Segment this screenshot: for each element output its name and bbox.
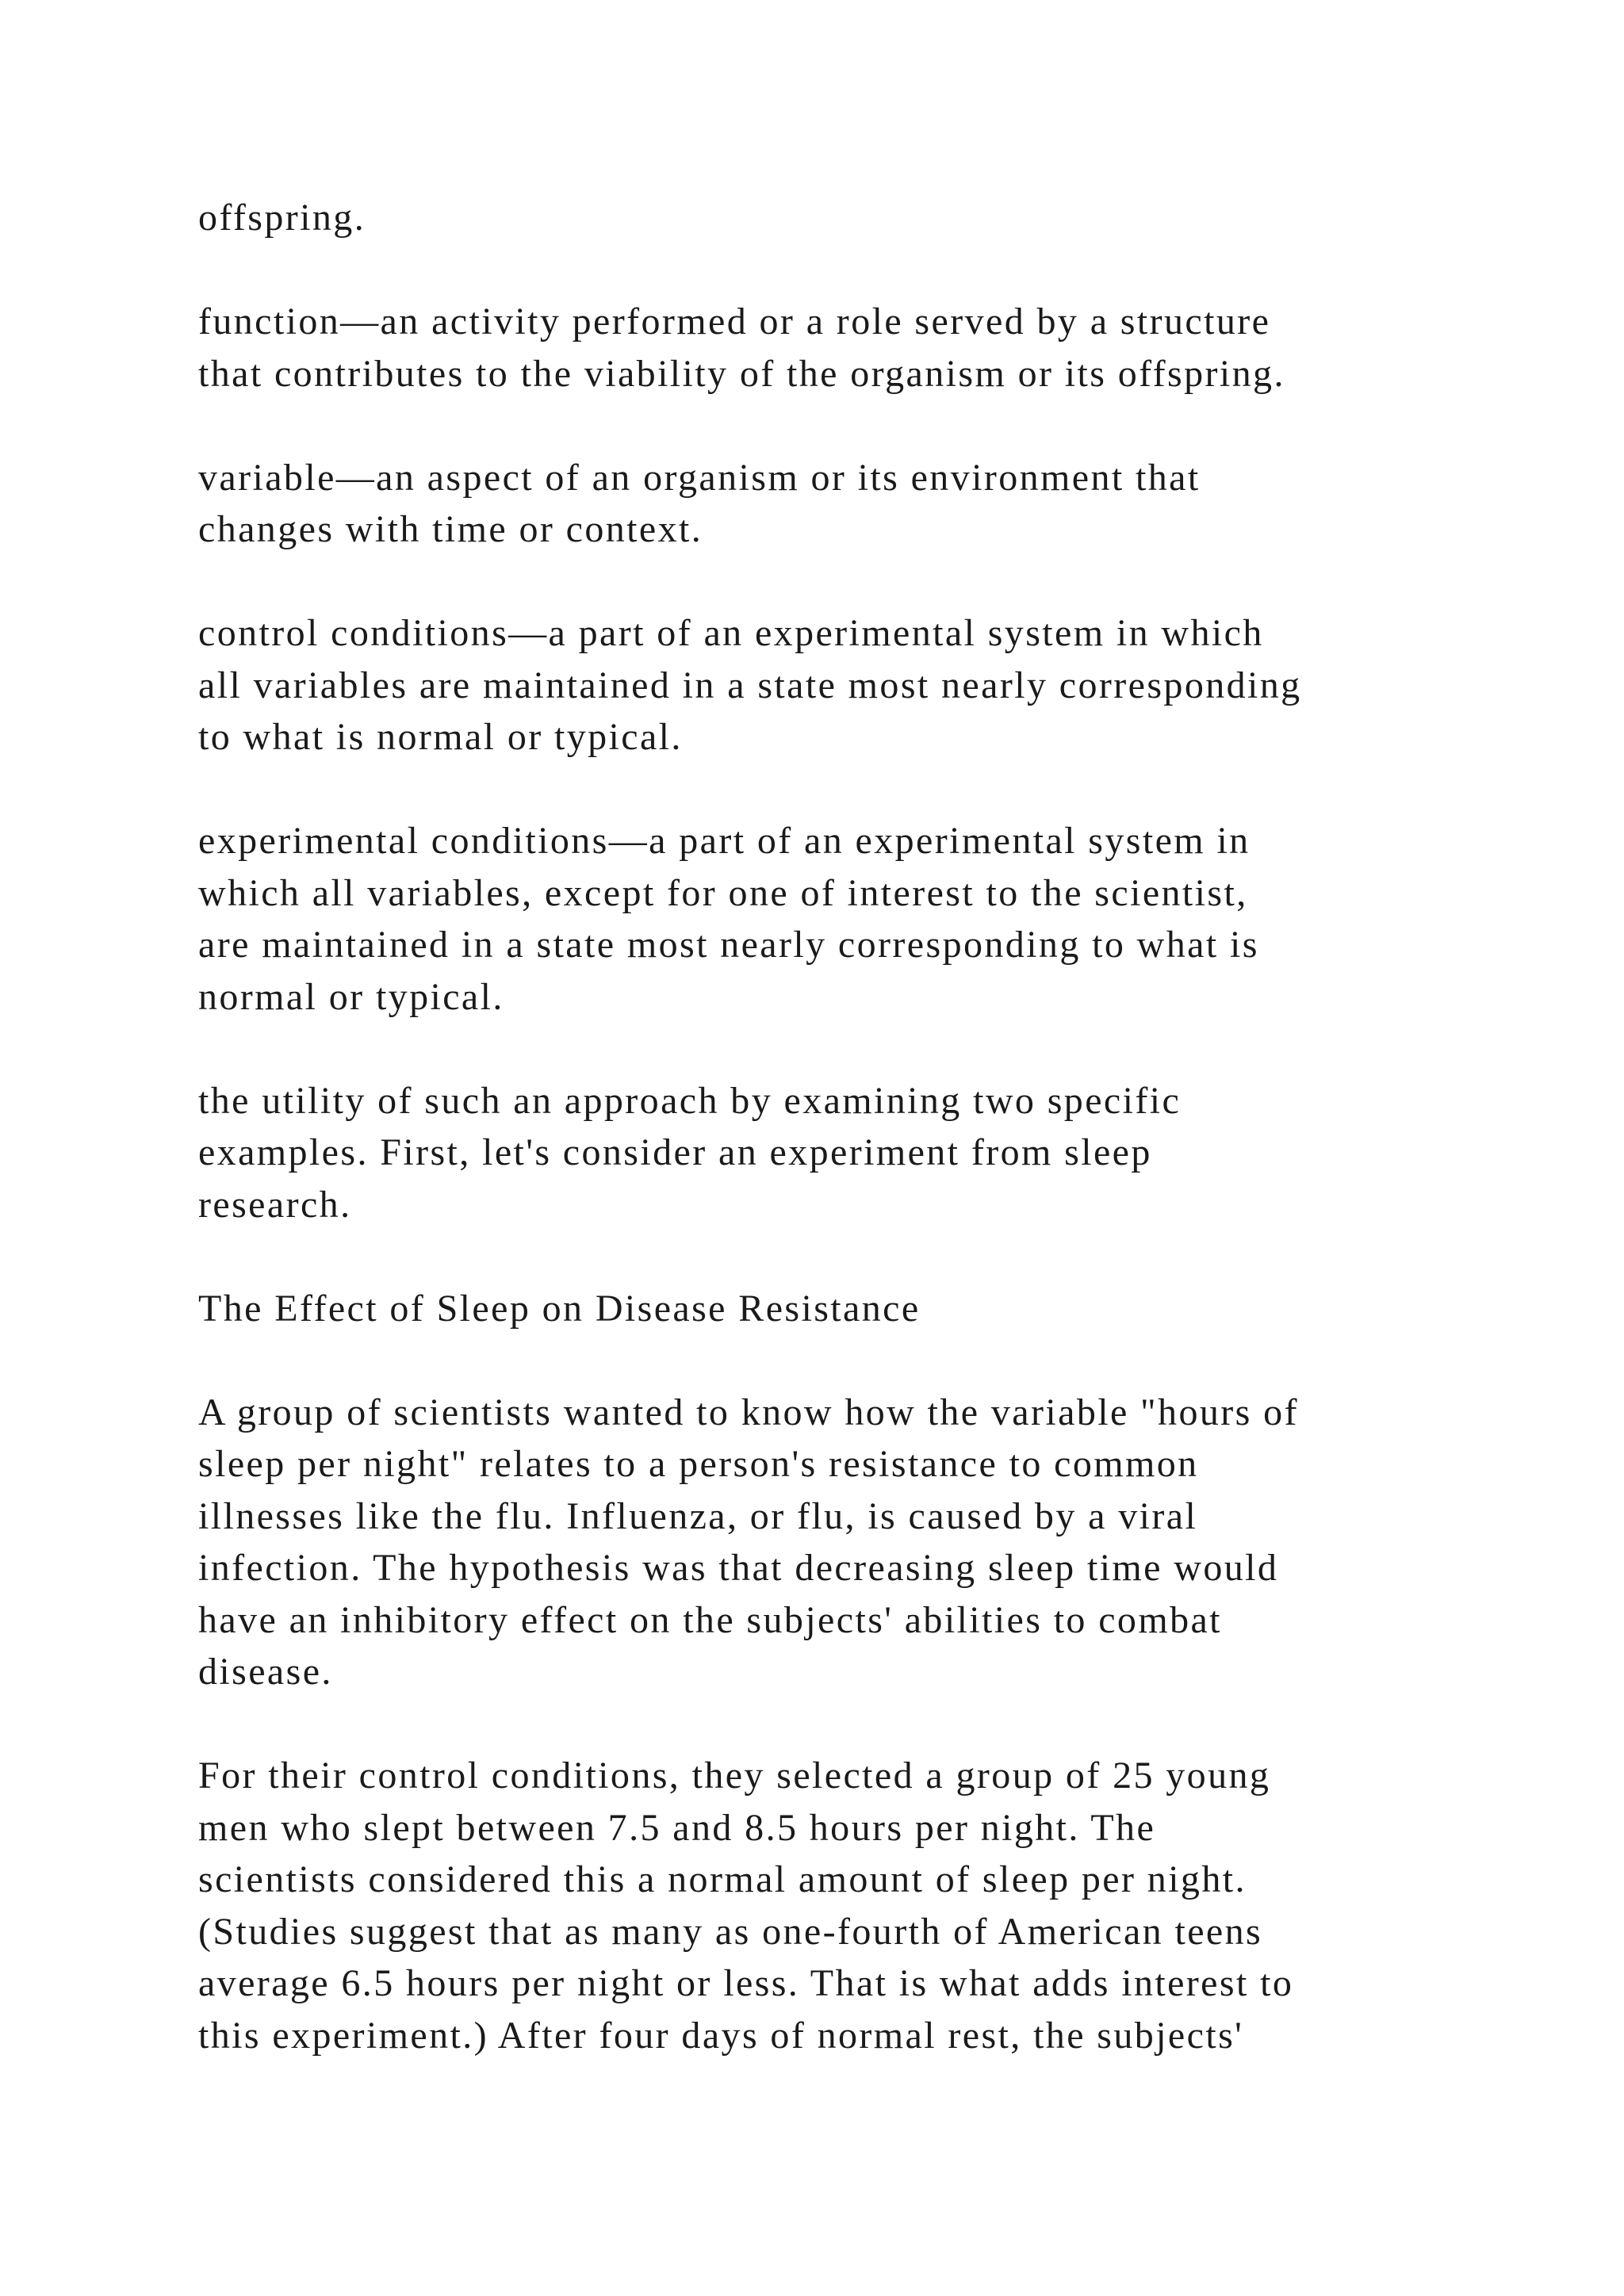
- paragraph-definition-experimental-conditions: experimental conditions—a part of an experimental system in which all variables, except for one of interest to the scientist, are maintained in a state most nearly corresponding to what is normal or typical.: [198, 820, 1259, 1018]
- paragraph-control-group: For their control conditions, they selected a group of 25 young men who slept between 7.5 and 8.5 hours per night. The scientists considered this a normal amount of sleep per night. (Studies suggest that as many as one-fourth of American teens average 6.5 hours per night or less. That is what adds interest to this experiment.) After four days of normal rest, the subjects': [198, 1755, 1294, 2057]
- paragraph-definition-function: function—an activity performed or a role served by a structure that contributes to the viability of the organism or its offspring.: [198, 300, 1285, 395]
- paragraph-offspring-continuation: offspring.: [198, 197, 366, 239]
- paragraph-definition-variable: variable—an aspect of an organism or its environment that changes with time or context.: [198, 456, 1201, 550]
- section-heading: The Effect of Sleep on Disease Resistance: [198, 1287, 921, 1330]
- document-page: [198, 192, 1499, 2114]
- paragraph-definition-control-conditions: control conditions—a part of an experimental system in which all variables are maintained in a state most nearly corresponding to what is normal or typical.: [198, 612, 1302, 758]
- paragraph-utility-examples: the utility of such an approach by examining two specific examples. First, let's consider an experiment from sleep research.: [198, 1079, 1182, 1226]
- paragraph-hypothesis: A group of scientists wanted to know how the variable "hours of sleep per night" relates to a person's resistance to common illnesses like the flu. Influenza, or flu, is caused by a viral infection. The hypothesis was that decreasing sleep time would have an inhibitory effect on the subjects' abilities to combat disease.: [198, 1391, 1299, 1693]
